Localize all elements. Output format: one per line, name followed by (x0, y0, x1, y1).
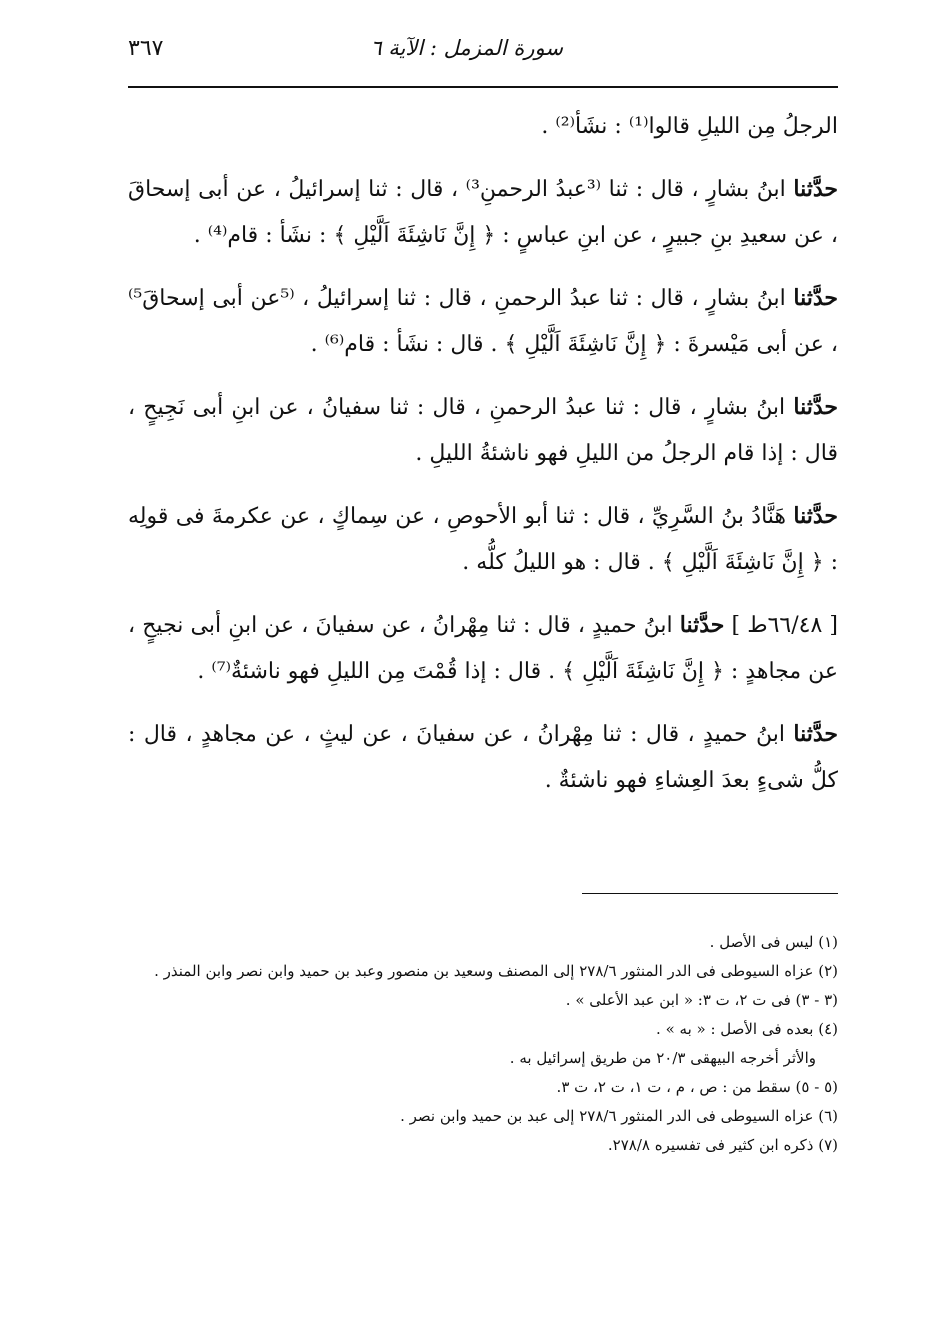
paragraph-text: ابنُ بشارٍ ، قال : ثنا ⁽³عبدُ الرحمنِ³⁾ ، قال : ثنا إسرائيلُ ، عن أبى إسحاقَ ، عن سعيدِ بنِ جبيرٍ ، عن ابنِ عباسٍ : ﴿ إِنَّ نَاشِئَةَ اَلَّيْلِ ﴾ : نشَأ : قام⁽⁴⁾ . (128, 177, 838, 248)
paragraph-text: ابنُ حميدٍ ، قال : ثنا مِهْرانُ ، عن سفيانَ ، عن ابنِ أبى نجيحٍ ، عن مجاهدٍ : ﴿ إِنَّ نَاشِئَةَ اَلَّيْلِ ﴾ . قال : إذا قُمْتَ مِن الليلِ فهو ناشئةٌ⁽⁷⁾ . (128, 613, 838, 684)
page-number: ٣٦٧ (128, 36, 164, 61)
hadith-lead-word: حدَّثنا (793, 285, 838, 311)
paragraph-text: الرجلُ مِن الليلِ قالوا⁽¹⁾ : نشَأ⁽²⁾ . (541, 114, 838, 139)
page-header (128, 30, 838, 78)
footnote: (٦) عزاه السيوطى فى الدر المنثور ٢٧٨/٦ إلى عبد بن حميد وابن نصر . (400, 1107, 838, 1125)
manuscript-folio-marker: [ ٦٦/٤٨ط ] (724, 613, 839, 638)
paragraph (128, 104, 838, 150)
footnote: (١) ليس فى الأصل . (709, 933, 838, 951)
paragraph-text: ابنُ بشارٍ ، قال : ثنا عبدُ الرحمنِ ، قال : ثنا إسرائيلُ ، ⁽⁵عن أبى إسحاقَ⁵⁾ ، عن أبى مَيْسرةَ : ﴿ إِنَّ نَاشِئَةَ اَلَّيْلِ ﴾ . قال : نشَأ : قام⁽⁶⁾ . (128, 286, 838, 357)
paragraph-text: ابنُ بشارٍ ، قال : ثنا عبدُ الرحمنِ ، قال : ثنا سفيانُ ، عن ابنِ أبى نَجِيحٍ ، قال : إذا قام الرجلُ من الليلِ فهو ناشئةُ الليلِ . (128, 395, 838, 466)
footnote: (٣ - ٣) فى ت ٢، ت ٣: « ابن عبد الأعلى » . (565, 991, 838, 1009)
main-text (128, 104, 838, 820)
footnote-continuation: والأثر أخرجه البيهقى ٢٠/٣ من طريق إسرائيل به . (509, 1049, 816, 1067)
paragraph (128, 602, 838, 695)
footnotes (128, 928, 838, 1160)
footnote: (٢) عزاه السيوطى فى الدر المنثور ٢٧٨/٦ إلى المصنف وسعيد بن منصور وعبد بن حميد وابن نصر وابن المنذر . (154, 962, 838, 980)
hadith-lead-word: حدَّثنا (793, 721, 838, 747)
paragraph (128, 166, 838, 259)
hadith-lead-word: حدَّثنا (679, 612, 725, 638)
running-title: سورة المزمل : الآية ٦ (370, 36, 563, 60)
footnote: (٤) بعده فى الأصل : « به » . (656, 1020, 838, 1038)
hadith-lead-word: حدَّثنا (793, 176, 838, 202)
footnote: (٥ - ٥) سقط من : ص ، م ، ت ١، ت ٢، ت ٣. (556, 1078, 838, 1096)
paragraph (128, 711, 838, 804)
paragraph-text: هَنَّادُ بنُ السَّرِيِّ ، قال : ثنا أبو الأحوصِ ، عن سِماكٍ ، عن عكرمةَ فى قولِه : ﴿ إِنَّ نَاشِئَةَ اَلَّيْلِ ﴾ . قال : هو الليلُ كلُّه . (128, 504, 838, 575)
paragraph (128, 493, 838, 586)
hadith-lead-word: حدَّثنا (793, 394, 838, 420)
paragraph (128, 275, 838, 368)
hadith-lead-word: حدَّثنا (793, 503, 838, 529)
paragraph-text: ابنُ حميدٍ ، قال : ثنا مِهْرانُ ، عن سفيانَ ، عن ليثٍ ، عن مجاهدٍ ، قال : كلُّ شىءٍ بعدَ العِشاءِ فهو ناشئةٌ . (128, 722, 838, 793)
paragraph (128, 384, 838, 477)
footnote: (٧) ذكره ابن كثير فى تفسيره ٢٧٨/٨. (607, 1136, 838, 1154)
header-rule (128, 86, 838, 88)
footnote-separator (582, 893, 838, 894)
